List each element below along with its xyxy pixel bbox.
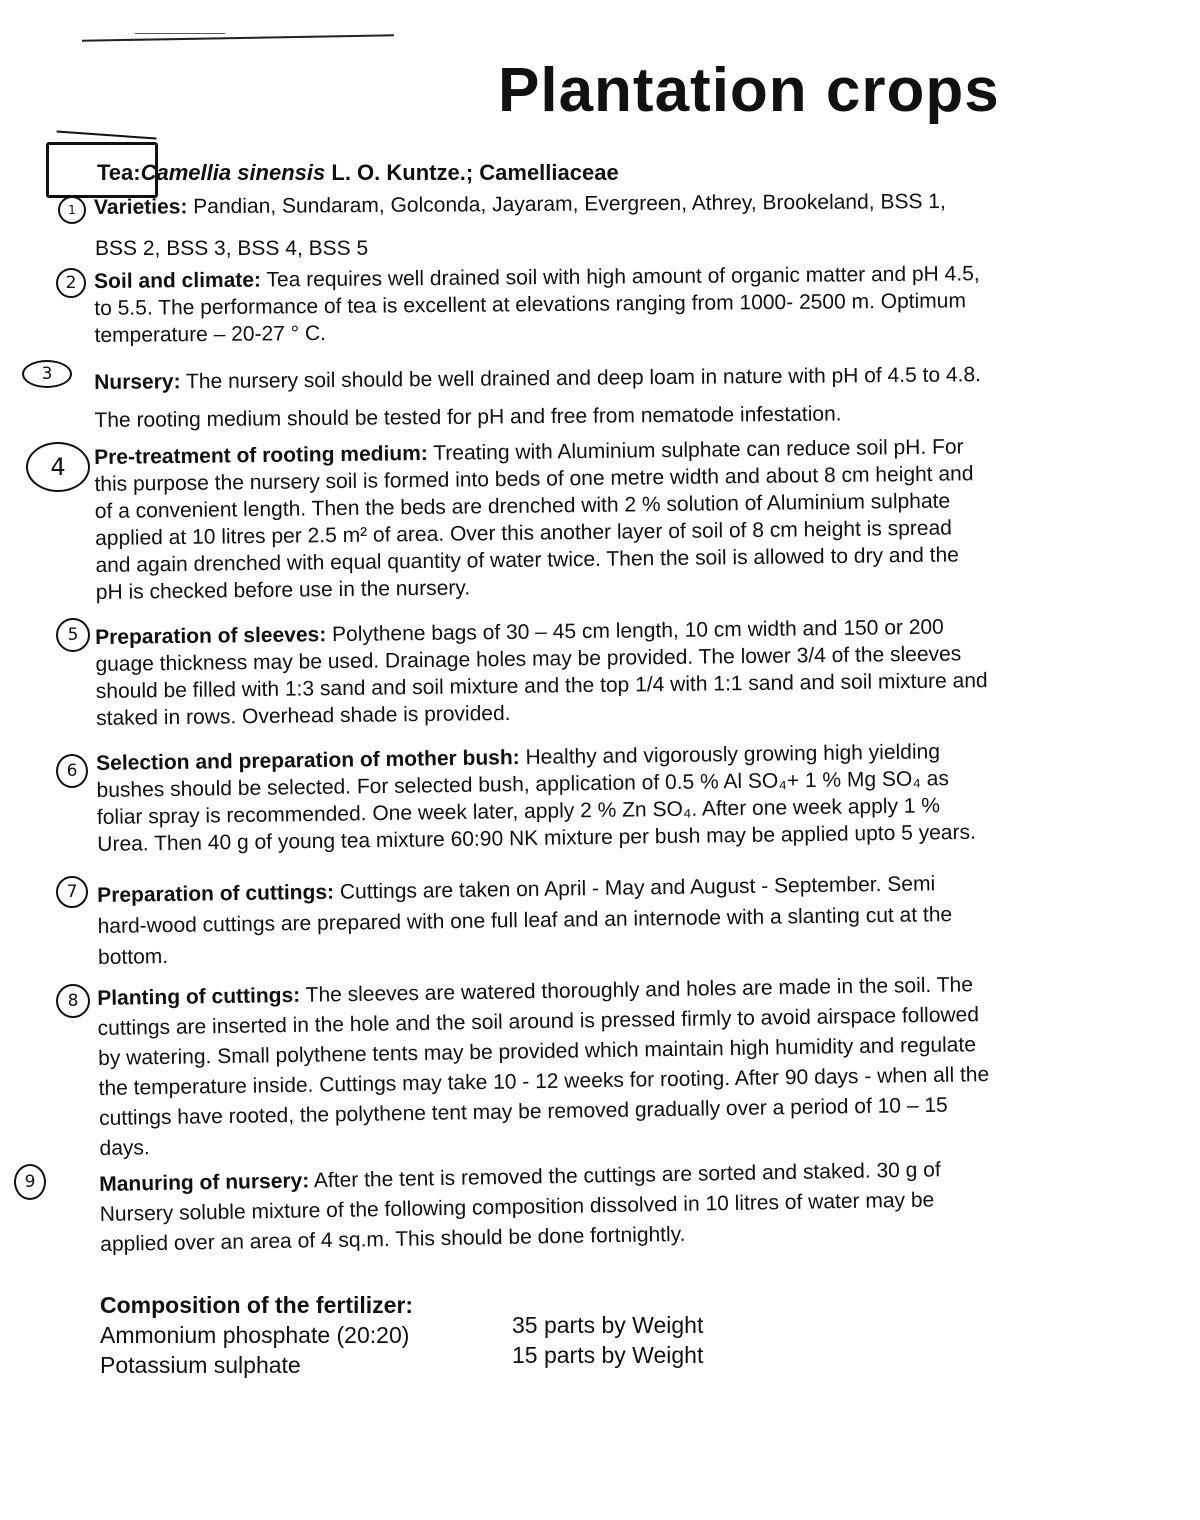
section-text: staked in rows. Overhead shade is provided. [96,701,511,730]
section-text: should be filled with 1:3 sand and soil mixture and the top 1/4 with 1:1 sand and soil mixture and [95,669,988,703]
section-text: Healthy and vigorously growing high yielding [525,740,941,770]
section-number-2: 2 [56,268,86,298]
section-text: pH is checked before use in the nursery. [95,576,471,604]
section-heading: Selection and preparation of mother bush: [96,746,520,775]
section-text: BSS 2, BSS 3, BSS 4, BSS 5 [95,237,369,260]
section-text: Treating with Aluminium sulphate can reduce soil pH. For [433,435,964,465]
section-number-5: 5 [56,618,90,652]
section-manuring [99,1155,942,1260]
section-number-9: 9 [14,1164,46,1200]
section-text: by watering. Small polythene tents may be provided which maintain high humidity and regulate [97,1033,977,1070]
section-text: cuttings have rooted, the polythene tent may be removed gradually over a period of 10 – 15 [98,1093,948,1130]
section-text: foliar spray is recommended. One week later, apply 2 % Zn SO₄. After one week apply 1 % [96,794,941,829]
scientific-name: Camellia sinensis [140,160,326,185]
section-text: to 5.5. The performance of tea is excellent at elevations ranging from 1000- 2500 m. Optimum [94,289,966,320]
section-text: Pandian, Sundaram, Golconda, Jayaram, Evergreen, Athrey, Brookeland, BSS 1, [193,190,946,219]
section-text: days. [99,1136,150,1160]
composition-heading: Composition of the fertilizer: [100,1292,414,1318]
authority: L. O. Kuntze.; Camelliaceae [325,160,619,185]
section-text: temperature – 20-27 ° C. [94,321,327,347]
section-number-3: 3 [22,360,72,388]
section-text: the temperature inside. Cuttings may take 10 - 12 weeks for rooting. After 90 days - when all the [98,1062,990,1100]
section-number-1: 1 [58,196,86,224]
section-mother-bush [96,738,976,858]
section-heading: Preparation of sleeves: [95,623,327,649]
section-text: Tea requires well drained soil with high amount of organic matter and pH 4.5, [266,262,980,292]
section-heading: Manuring of nursery: [99,1169,310,1196]
section-pretreatment [94,433,975,606]
crop-header [97,162,619,184]
section-number-7: 7 [56,876,88,908]
page-title: Plantation crops [498,56,1000,125]
section-text: The sleeves are watered thoroughly and holes are made in the soil. The [305,973,974,1007]
section-heading: Pre-treatment of rooting medium: [94,441,428,469]
section-text: cuttings are inserted in the hole and the soil around is pressed firmly to avoid airspace followed [97,1003,980,1040]
section-cuttings [97,868,953,973]
section-text: bushes should be selected. For selected bush, application of 0.5 % Al SO₄+ 1 % Mg SO₄ as [96,767,950,802]
composition-amount: 35 parts by Weight [512,1312,704,1338]
section-text: The rooting medium should be tested for pH and free from nematode infestation. [94,402,842,432]
section-text: hard-wood cuttings are prepared with one full leaf and an internode with a slanting cut at the [97,903,953,938]
section-text: Urea. Then 40 g of young tea mixture 60:90 NK mixture per bush may be applied upto 5 years. [97,820,977,856]
section-heading: Soil and climate: [94,268,262,293]
section-text: of a convenient length. Then the beds are drenched with 2 % solution of Aluminium sulphate [94,489,951,523]
composition-item: Potassium sulphate [100,1352,301,1378]
composition-item: Ammonium phosphate (20:20) [100,1322,410,1348]
section-text: and again drenched with equal quantity of water twice. Then the soil is allowed to dry and the [95,543,960,577]
section-number-4: 4 [26,442,90,492]
composition-block [100,1290,413,1380]
section-sleeves [95,613,988,732]
section-text: this purpose the nursery soil is formed into beds of one metre width and about 8 cm height and [94,462,974,496]
section-number-6: 6 [56,754,88,788]
section-text: applied at 10 litres per 2.5 m² of area. Over this another layer of soil of 8 cm height is spread [95,516,952,550]
composition-amounts [512,1310,703,1370]
section-text: The nursery soil should be well drained and deep loam in nature with pH of 4.5 to 4.8. [185,363,982,394]
scribble-line [82,34,394,41]
section-heading: Planting of cuttings: [97,983,301,1010]
section-planting [97,970,990,1164]
section-soil-climate [94,260,980,349]
section-heading: Varieties: [93,195,188,219]
section-text: applied over an area of 4 sq.m. This should be done fortnightly. [100,1222,686,1256]
section-text: bottom. [97,945,169,969]
section-text: Cuttings are taken on April - May and August - September. Semi [339,872,936,904]
crop-name: Tea: [97,160,141,185]
section-text: After the tent is removed the cuttings are sorted and staked. 30 g of [313,1158,941,1193]
section-text: guage thickness may be used. Drainage holes may be provided. The lower 3/4 of the sleeves [95,642,962,676]
section-text: Polythene bags of 30 – 45 cm length, 10 cm width and 150 or 200 [331,615,944,647]
scribble-line [135,33,225,34]
section-varieties [94,191,946,218]
section-text: Nursery soluble mixture of the following composition dissolved in 10 litres of water may be [99,1188,935,1226]
section-heading: Nursery: [94,370,181,394]
section-heading: Preparation of cuttings: [97,880,335,907]
composition-amount: 15 parts by Weight [512,1342,704,1368]
section-number-8: 8 [56,984,90,1018]
section-nursery [94,356,981,440]
